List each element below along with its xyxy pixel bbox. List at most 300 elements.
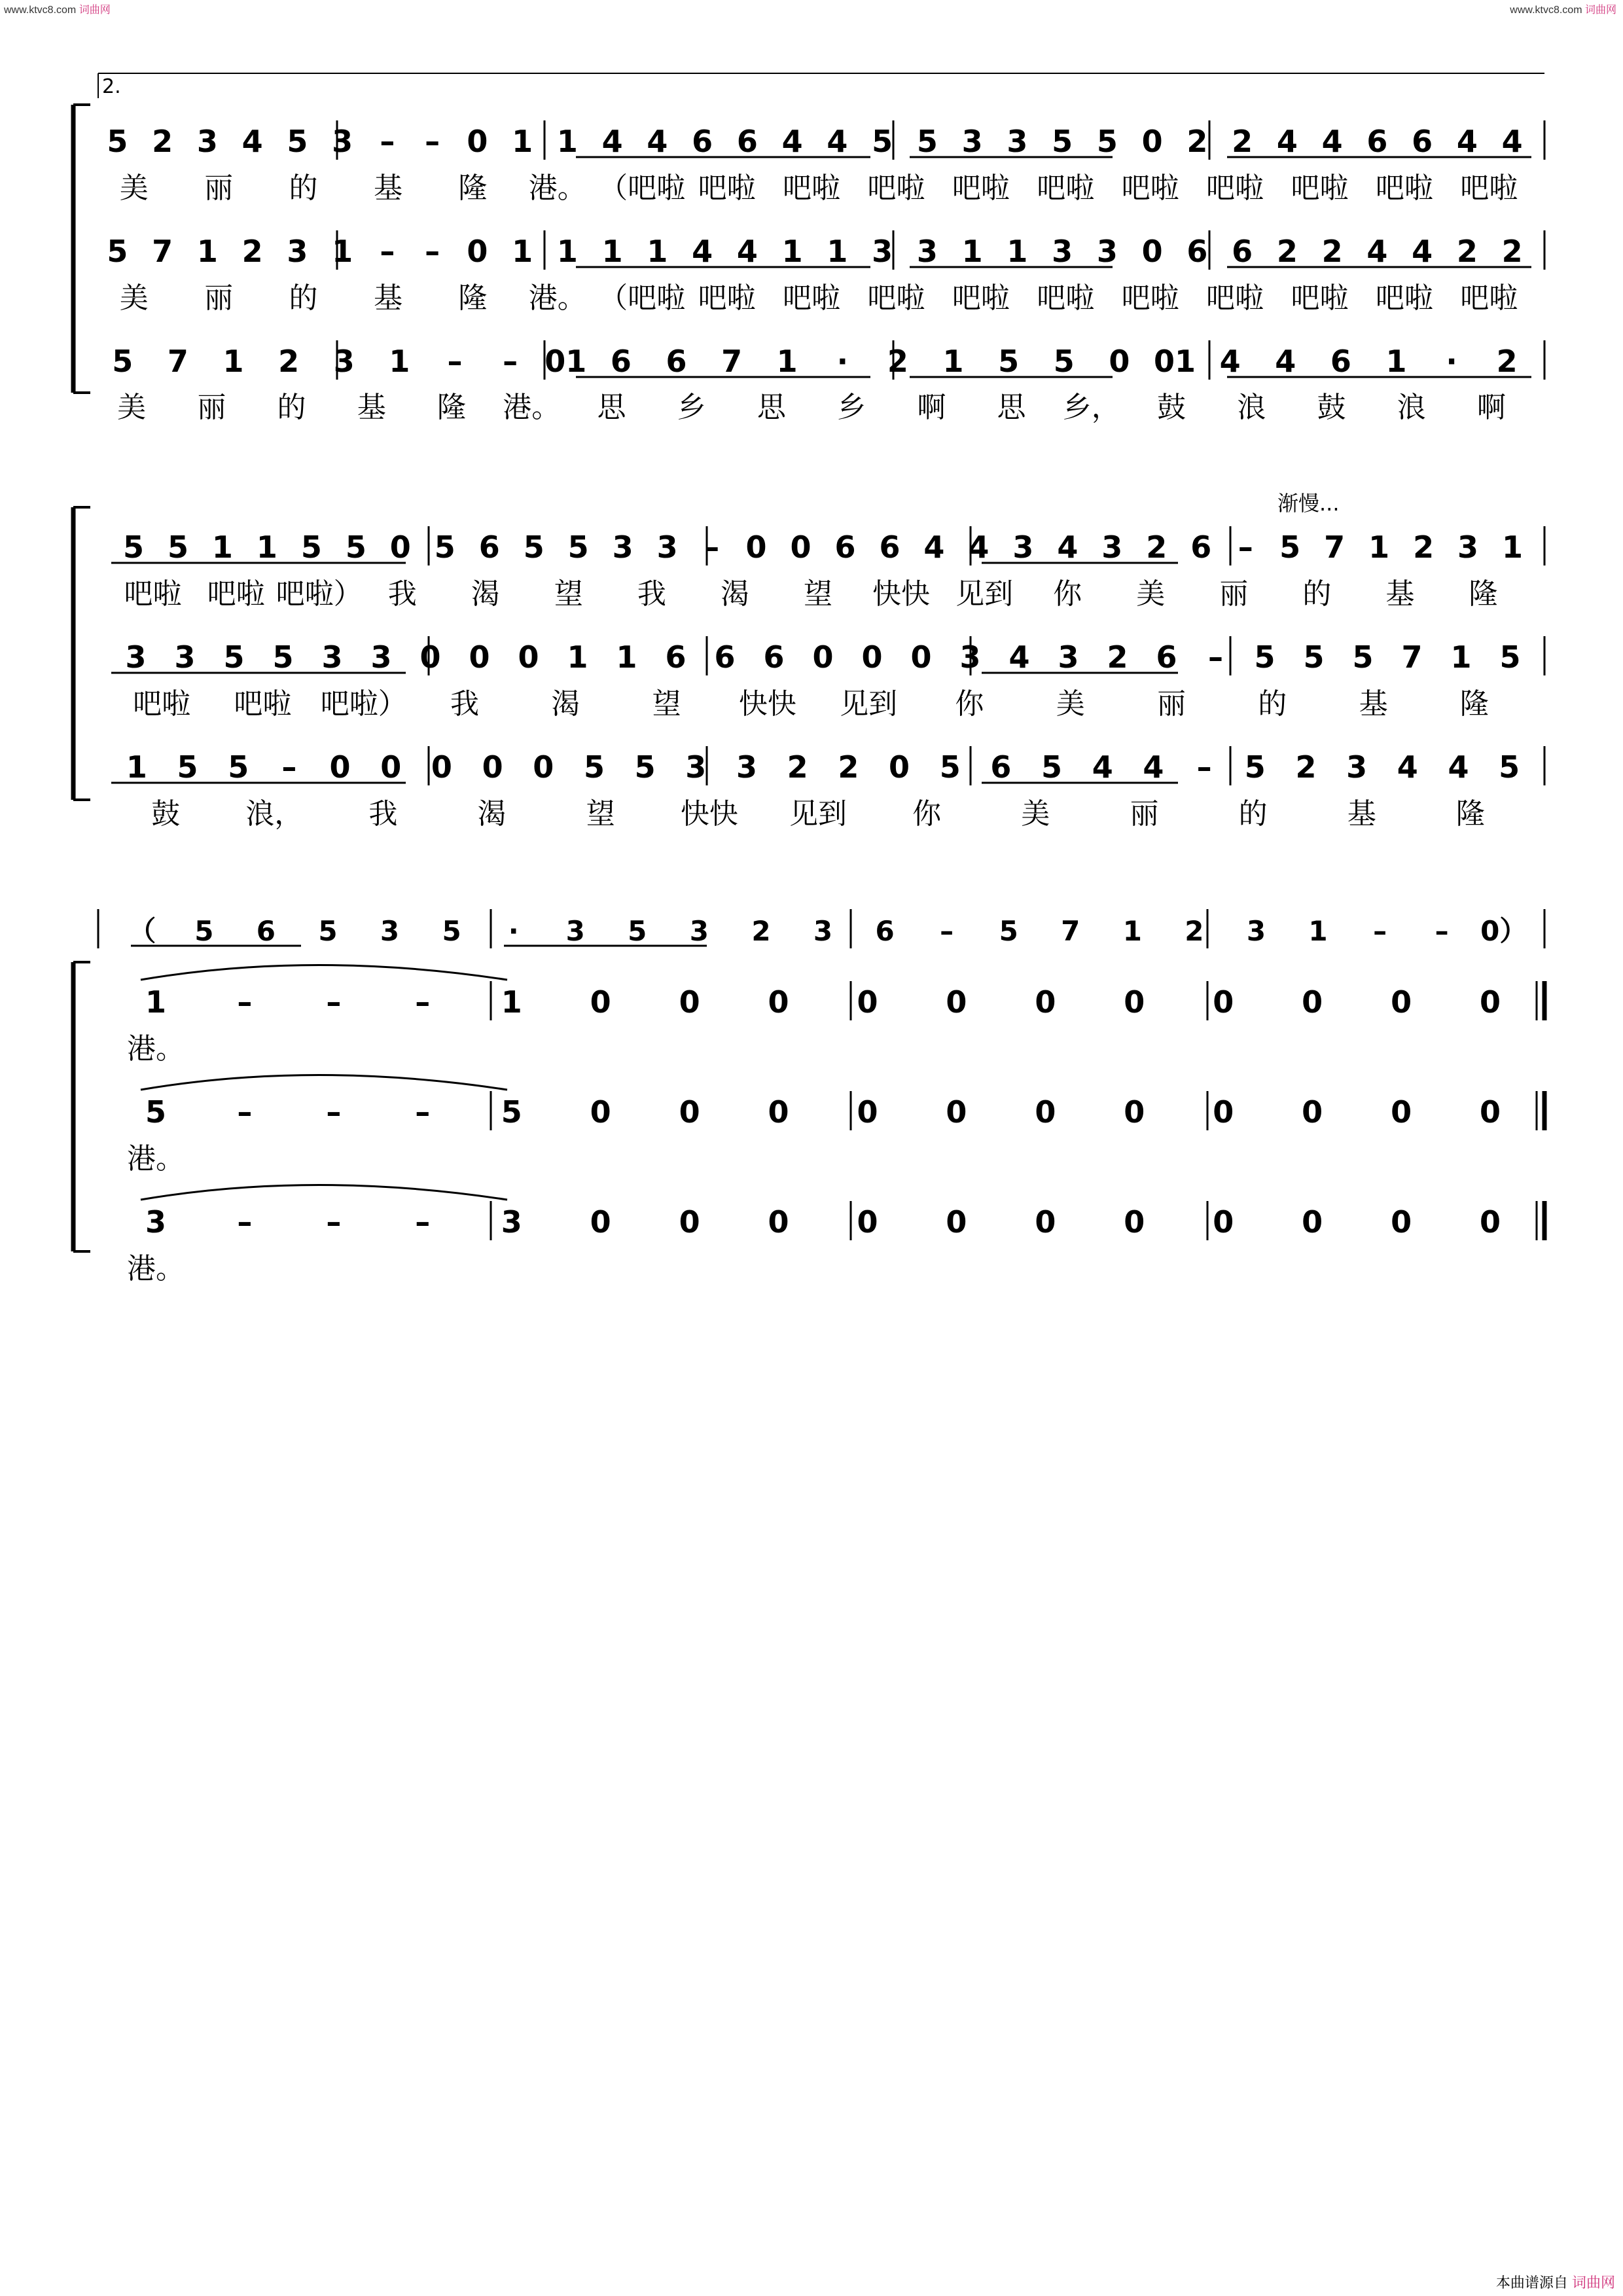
note-token: 7 xyxy=(1401,639,1423,675)
note-token: 2 xyxy=(1185,915,1204,947)
note-token: 6 xyxy=(1186,234,1208,269)
lyric-token: 望 xyxy=(804,577,832,611)
note-token: 5 xyxy=(107,124,128,159)
note-token: 4 xyxy=(1412,234,1433,269)
note-token: 2 xyxy=(838,749,859,785)
lyric-token: 吧啦 xyxy=(952,171,1010,205)
lyric-token: 吧啦 xyxy=(952,281,1010,315)
note-token: 0 xyxy=(857,1204,878,1240)
note-token: – xyxy=(415,1094,431,1130)
note-token: 3 xyxy=(1012,529,1034,565)
note-token: 3 xyxy=(1052,234,1073,269)
note-token: 5 xyxy=(1499,639,1521,675)
lyric-token: 吧啦 xyxy=(234,687,292,721)
lyric-token: 隆 xyxy=(1455,797,1485,831)
header-right-brand: 词曲网 xyxy=(1584,5,1616,16)
note-token: 1 xyxy=(389,344,410,379)
lyric-token: （吧啦 xyxy=(599,171,686,205)
note-token: 3 xyxy=(872,234,893,269)
note-token: 6 xyxy=(478,529,500,565)
lyric-token: 望 xyxy=(586,797,615,831)
note-token: 5 xyxy=(998,344,1020,379)
note-token: 0 xyxy=(469,639,490,675)
note-token: – xyxy=(1435,915,1449,947)
note-token: 6 xyxy=(990,749,1012,785)
note-token: 3 xyxy=(1246,915,1266,947)
note-token: 3 xyxy=(656,529,678,565)
note-token: 7 xyxy=(721,344,743,379)
lyric-token: 渴 xyxy=(551,687,580,721)
lyric-token: 的 xyxy=(289,171,318,205)
note-token: 3 xyxy=(959,639,981,675)
note-token: 6 xyxy=(875,915,895,947)
note-token: 0 xyxy=(679,1204,700,1240)
lyric-token: 见到 xyxy=(789,797,847,831)
lyric-token: 快快 xyxy=(872,577,931,611)
lyric-token: 的 xyxy=(289,281,318,315)
note-token: 6 xyxy=(610,344,632,379)
note-token: 1 xyxy=(616,639,637,675)
note-token: 5 xyxy=(287,124,308,159)
note-token: 0 xyxy=(861,639,883,675)
note-token: 3 xyxy=(1007,124,1028,159)
note-token: 2 xyxy=(1413,529,1435,565)
footer-text: 本曲谱源自 xyxy=(1495,2274,1568,2291)
note-token: 5 xyxy=(1052,124,1073,159)
note-token: 4 xyxy=(736,234,758,269)
note-token: 0 xyxy=(790,529,812,565)
note-token: 3 xyxy=(961,124,983,159)
note-token: 4 xyxy=(1397,749,1418,785)
note-token: 5 xyxy=(523,529,544,565)
note-token: 3 xyxy=(813,915,833,947)
lyric-token: 基 xyxy=(1347,797,1376,831)
lyric-token: 港。 xyxy=(127,1142,185,1175)
note-token: 4 xyxy=(1092,749,1113,785)
tie-arc xyxy=(141,1075,507,1090)
note-token: · xyxy=(508,915,519,947)
note-token: 3 xyxy=(145,1204,166,1240)
note-token: 0 xyxy=(533,749,554,785)
tempo-marking: 渐慢... xyxy=(1277,491,1340,516)
note-token: 0 xyxy=(857,1094,878,1130)
note-token: 3 xyxy=(196,124,218,159)
note-token: 0 xyxy=(1141,124,1163,159)
note-token: 2 xyxy=(1107,639,1128,675)
note-token: 0 xyxy=(1302,1094,1323,1130)
note-token: 6 xyxy=(665,639,687,675)
lyric-token: 吧啦 xyxy=(133,687,191,721)
lyric-token: 吧啦） xyxy=(276,577,363,611)
note-token: 7 xyxy=(1324,529,1346,565)
note-token: 4 xyxy=(1276,124,1298,159)
lyric-token: 吧啦 xyxy=(1206,171,1264,205)
note-token: 1 xyxy=(256,529,277,565)
note-token: – xyxy=(1238,529,1253,565)
lyric-token: 你 xyxy=(912,797,942,831)
lyric-token: 吧啦 xyxy=(698,281,756,315)
lyric-token: 吧啦 xyxy=(1037,171,1095,205)
lyric-token: 吧啦 xyxy=(867,281,925,315)
note-token: 5 xyxy=(345,529,366,565)
lyric-token: 吧啦 xyxy=(698,171,756,205)
note-token: 0 xyxy=(679,1094,700,1130)
lyric-token: 思 xyxy=(757,391,786,424)
note-token: 0 xyxy=(482,749,503,785)
note-token: 2 xyxy=(1276,234,1298,269)
note-token: 3 xyxy=(501,1204,522,1240)
lyric-token: 吧啦 xyxy=(1375,171,1433,205)
note-token: 0 xyxy=(1480,1094,1501,1130)
note-token: 1 xyxy=(145,984,166,1020)
note-token: 1 xyxy=(1368,529,1390,565)
note-token: 5 xyxy=(145,1094,166,1130)
note-token: 5 xyxy=(1499,749,1520,785)
header-right-site: www.ktvc8.com xyxy=(1510,5,1582,16)
note-token: 3 xyxy=(321,639,343,675)
note-token: – xyxy=(704,529,720,565)
note-token: 5 xyxy=(167,529,188,565)
note-token: 7 xyxy=(152,234,173,269)
lyric-token: 美 xyxy=(1136,577,1166,611)
note-token: 1 xyxy=(556,124,578,159)
lyric-token: 基 xyxy=(1359,687,1388,721)
note-token: 3 xyxy=(370,639,392,675)
note-token: 6 xyxy=(1330,344,1351,379)
note-token: 1 xyxy=(1007,234,1028,269)
note-token: 0 xyxy=(946,1204,967,1240)
note-token: 3 xyxy=(380,915,400,947)
lyric-token: 基 xyxy=(1385,577,1415,611)
note-token: 6 xyxy=(736,124,758,159)
note-token: 4 xyxy=(1008,639,1030,675)
score-rows xyxy=(98,120,1544,1285)
note-token: 2 xyxy=(1321,234,1343,269)
lyric-token: 美 xyxy=(117,391,147,424)
note-token: 01 xyxy=(544,344,587,379)
note-token: 4 xyxy=(968,529,990,565)
lyric-token: 基 xyxy=(357,391,386,424)
note-token: 4 xyxy=(601,124,623,159)
note-token: – xyxy=(415,1204,431,1240)
lyric-token: 美 xyxy=(119,281,149,315)
note-token: 5 xyxy=(1254,639,1275,675)
lyric-token: 美 xyxy=(1056,687,1085,721)
note-token: 5 xyxy=(194,915,214,947)
lyric-token: 的 xyxy=(277,391,306,424)
note-token: 1 xyxy=(211,529,233,565)
note-token: – xyxy=(380,124,395,159)
lyric-token: 浪 xyxy=(1397,391,1426,424)
note-token: 6 xyxy=(763,639,785,675)
note-token: – xyxy=(415,984,431,1020)
lyric-token: 浪 xyxy=(1237,391,1266,424)
note-token: 0 xyxy=(590,984,611,1020)
note-token: 4 xyxy=(1501,124,1523,159)
lyric-token: 港。 xyxy=(528,171,586,205)
lyric-token: 港。 xyxy=(127,1252,185,1285)
lyric-token: 望 xyxy=(652,687,681,721)
note-token: – xyxy=(940,915,954,947)
note-token: 1 xyxy=(126,749,147,785)
lyric-token: 吧啦 xyxy=(1291,281,1349,315)
lyric-token: 港。 xyxy=(503,391,561,424)
note-token: 1 xyxy=(1385,344,1407,379)
note-token: 4 xyxy=(1456,124,1478,159)
note-token: 0 xyxy=(857,984,878,1020)
note-token: – xyxy=(503,344,518,379)
note-token: 2 xyxy=(887,344,908,379)
note-token: 2 xyxy=(751,915,771,947)
note-token: 4 xyxy=(923,529,945,565)
note-token: 5 xyxy=(501,1094,522,1130)
note-token: 1 xyxy=(781,234,803,269)
volta-label: 2. xyxy=(102,75,121,98)
note-token: – xyxy=(237,984,253,1020)
note-token: 5 xyxy=(628,915,647,947)
lyric-token: 丽 xyxy=(204,281,234,315)
note-token: 2 xyxy=(278,344,300,379)
note-token: 0 xyxy=(1035,984,1056,1020)
note-token: 4 xyxy=(827,124,848,159)
lyric-token: 吧啦 xyxy=(1121,281,1179,315)
note-token: 4 xyxy=(1143,749,1164,785)
lyric-token: 浪， xyxy=(245,797,304,831)
note-token: 4 xyxy=(1057,529,1079,565)
note-token: 3 xyxy=(1101,529,1123,565)
note-token: 6 xyxy=(256,915,276,947)
lyric-token: 吧啦 xyxy=(207,577,265,611)
lyric-token: 你 xyxy=(955,687,984,721)
note-token: 6 xyxy=(1366,124,1388,159)
note-token: – xyxy=(281,749,297,785)
lyric-token: 吧啦 xyxy=(867,171,925,205)
note-token: 1 xyxy=(961,234,983,269)
note-token: 4 xyxy=(1275,344,1296,379)
note-token: 0 xyxy=(389,529,411,565)
note-token: 3 xyxy=(1346,749,1368,785)
note-token: 0 xyxy=(329,749,351,785)
note-token: 3 xyxy=(685,749,707,785)
note-token: 5 xyxy=(1053,344,1075,379)
note-token: 5 xyxy=(442,915,461,947)
lyric-token: 港。 xyxy=(127,1032,185,1066)
note-token: 0 xyxy=(1124,1204,1145,1240)
note-token: 1 xyxy=(332,234,353,269)
note-token: 5 xyxy=(1244,749,1266,785)
note-token: 2 xyxy=(152,124,173,159)
lyric-token: 吧啦） xyxy=(320,687,407,721)
lyric-token: 乡， xyxy=(1062,391,1120,424)
note-token: 5 xyxy=(567,529,589,565)
lyric-token: 丽 xyxy=(1219,577,1249,611)
note-token: 0 xyxy=(1035,1094,1056,1130)
note-token: 5 xyxy=(1041,749,1063,785)
note-token: 5 xyxy=(939,749,961,785)
note-token: 1 xyxy=(1308,915,1328,947)
lyric-token: 我 xyxy=(387,577,417,611)
note-token: 5 xyxy=(272,639,294,675)
note-token: 0 xyxy=(889,749,910,785)
note-token: 7 xyxy=(1061,915,1080,947)
note-token: 0 xyxy=(1391,984,1412,1020)
note-token: 4 xyxy=(647,124,668,159)
note-token: 4 xyxy=(1219,344,1241,379)
lyric-token: 吧啦 xyxy=(1206,281,1264,315)
note-token: 1 xyxy=(1502,529,1524,565)
note-token: – xyxy=(1196,749,1212,785)
lyric-token: 乡 xyxy=(837,391,866,424)
note-token: 0 xyxy=(812,639,834,675)
lyric-token: 思 xyxy=(597,391,626,424)
lyric-token: 的 xyxy=(1238,797,1268,831)
note-token: 1 xyxy=(827,234,848,269)
note-token: 5 xyxy=(318,915,338,947)
note-token: 3 xyxy=(287,234,308,269)
note-token: 0 xyxy=(467,234,488,269)
note-token: 0 xyxy=(1213,1204,1234,1240)
note-token: 4 xyxy=(241,124,263,159)
note-token: 1 xyxy=(223,344,244,379)
note-token: 0 xyxy=(1213,984,1234,1020)
note-token: 0 xyxy=(1035,1204,1056,1240)
lyric-token: 乡 xyxy=(677,391,706,424)
note-token: 5 xyxy=(107,234,128,269)
note-token: 2 xyxy=(1456,234,1478,269)
note-token: 1 xyxy=(512,124,533,159)
note-token: – xyxy=(1373,915,1387,947)
note-token: 0 xyxy=(946,984,967,1020)
header-left-brand: 词曲网 xyxy=(79,5,111,16)
lyric-token: 丽 xyxy=(1157,687,1186,721)
note-token: 3 xyxy=(1096,234,1118,269)
note-token: 3 xyxy=(565,915,585,947)
lyric-token: 啊 xyxy=(1476,391,1506,424)
note-token: 6 xyxy=(1190,529,1212,565)
note-token: 0 xyxy=(745,529,767,565)
note-token: 5 xyxy=(1352,639,1374,675)
lyric-token: 快快 xyxy=(738,687,796,721)
lyric-token: 我 xyxy=(368,797,398,831)
note-token: 2 xyxy=(1146,529,1168,565)
note-token: 5 xyxy=(434,529,455,565)
note-token: – xyxy=(447,344,463,379)
note-token: 5 xyxy=(177,749,198,785)
lyric-token: 渴 xyxy=(471,577,500,611)
note-token: 3 xyxy=(612,529,633,565)
note-token: 5 xyxy=(122,529,144,565)
lyric-token: 美 xyxy=(119,171,149,205)
note-token: 1 xyxy=(512,234,533,269)
note-token: 6 xyxy=(1412,124,1433,159)
note-token: 0 xyxy=(590,1094,611,1130)
note-token: 3 xyxy=(1058,639,1079,675)
note-token: 4 xyxy=(692,234,713,269)
lyric-token: 鼓 xyxy=(151,797,181,831)
note-token: 0 xyxy=(1124,984,1145,1020)
note-token: – xyxy=(237,1204,253,1240)
note-token: 0 xyxy=(1480,984,1501,1020)
note-token: 5 xyxy=(223,639,245,675)
note-token: 0 xyxy=(518,639,539,675)
note-token: 0 xyxy=(768,1094,789,1130)
note-token: 0 xyxy=(380,749,402,785)
lyric-token: 港。 xyxy=(528,281,586,315)
note-token: 0 xyxy=(1391,1204,1412,1240)
lyric-token: 我 xyxy=(637,577,666,611)
note-token: 1 xyxy=(567,639,588,675)
note-token: · xyxy=(836,344,849,379)
note-token: 6 xyxy=(714,639,736,675)
note-token: 0 xyxy=(946,1094,967,1130)
lyric-token: 美 xyxy=(1021,797,1050,831)
note-token: 1 xyxy=(501,984,522,1020)
note-token: 01 xyxy=(1153,344,1196,379)
note-token: · xyxy=(1446,344,1457,379)
note-token: 1 xyxy=(647,234,668,269)
note-token: 1 xyxy=(601,234,623,269)
note-token: – xyxy=(326,1094,342,1130)
lyric-token: 吧啦 xyxy=(1375,281,1433,315)
note-token: 0 xyxy=(768,1204,789,1240)
note-token: 5 xyxy=(228,749,249,785)
note-token: – xyxy=(1208,639,1223,675)
lyric-token: 丽 xyxy=(204,171,234,205)
note-token: 5 xyxy=(1279,529,1301,565)
note-token: – xyxy=(326,984,342,1020)
lyric-token: 吧啦 xyxy=(1037,281,1095,315)
note-token: 2 xyxy=(1186,124,1208,159)
note-token: 5 xyxy=(916,124,938,159)
lyric-token: 隆 xyxy=(1459,687,1489,721)
tie-arc xyxy=(141,1185,507,1200)
note-token: 3 xyxy=(916,234,938,269)
note-token: 5 xyxy=(112,344,134,379)
lyric-token: 渴 xyxy=(720,577,749,611)
note-token: 0 xyxy=(1480,1204,1501,1240)
note-token: 2 xyxy=(1295,749,1317,785)
lyric-token: 的 xyxy=(1258,687,1287,721)
note-token: 0 xyxy=(1213,1094,1234,1130)
lyric-token: 隆 xyxy=(458,171,488,205)
system-3-bracket xyxy=(73,962,90,1251)
note-token: 0 xyxy=(1302,984,1323,1020)
note-token: 1 xyxy=(776,344,798,379)
note-token: – xyxy=(380,234,395,269)
note-token: 1 xyxy=(1450,639,1472,675)
note-token: 3 xyxy=(174,639,196,675)
note-token: 4 xyxy=(1366,234,1388,269)
note-token: 1 xyxy=(942,344,964,379)
note-token: – xyxy=(237,1094,253,1130)
note-token: 5 xyxy=(999,915,1018,947)
note-token: 1 xyxy=(1122,915,1142,947)
note-token: 6 xyxy=(1232,234,1253,269)
lyric-token: 鼓 xyxy=(1157,391,1186,424)
note-token: 5 xyxy=(1303,639,1325,675)
note-token: 0） xyxy=(1480,915,1527,947)
note-token: 6 xyxy=(1156,639,1177,675)
lyric-token: 吧啦 xyxy=(783,281,840,315)
lyric-token: 快快 xyxy=(680,797,738,831)
note-token: 3 xyxy=(332,124,353,159)
lyric-token: 吧啦 xyxy=(1460,281,1518,315)
system-1-bracket xyxy=(73,105,90,393)
lyric-token: 吧啦 xyxy=(1460,171,1518,205)
note-token: 4 xyxy=(1448,749,1469,785)
lyric-token: 基 xyxy=(373,281,402,315)
note-token: 6 xyxy=(692,124,713,159)
